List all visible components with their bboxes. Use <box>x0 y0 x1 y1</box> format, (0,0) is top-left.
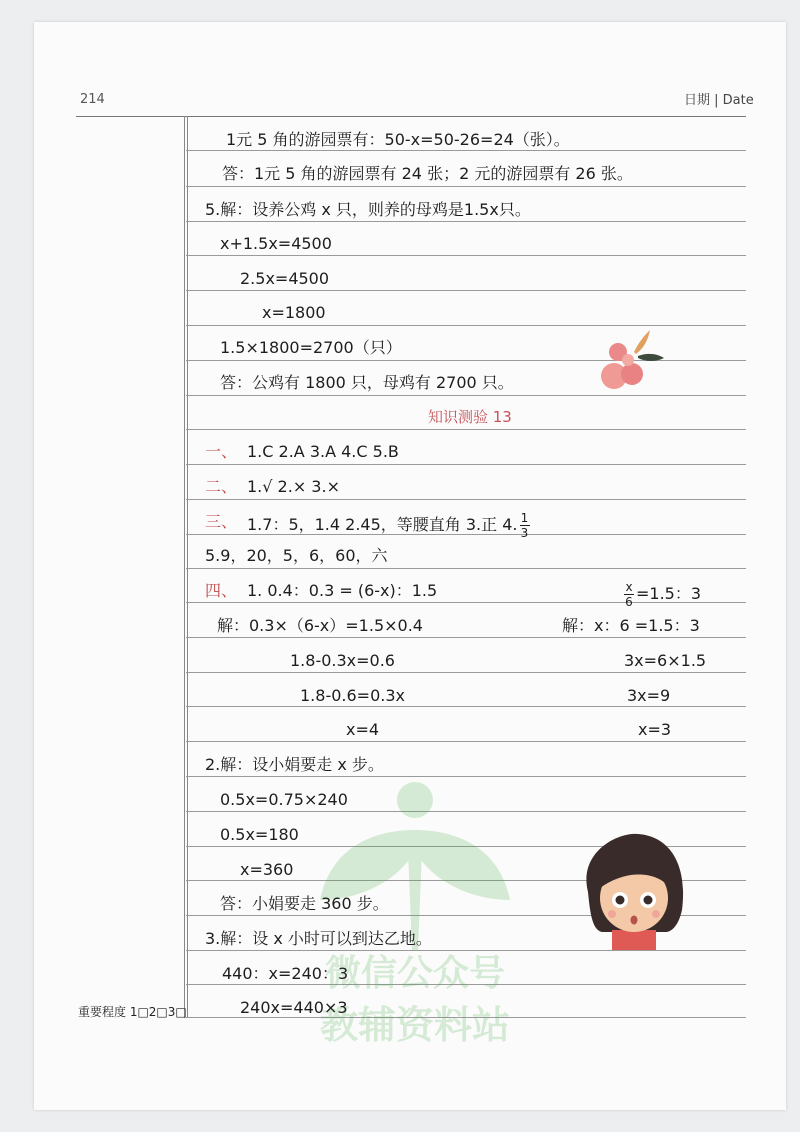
rule-line <box>186 706 746 707</box>
rule-line <box>186 672 746 673</box>
section-label-1: 一、 <box>205 442 238 461</box>
answer-line: 1.C 2.A 3.A 4.C 5.B <box>247 442 399 461</box>
page-number: 214 <box>80 92 105 107</box>
margin-line-2 <box>187 116 188 1018</box>
equation-line: 440：x=240：3 <box>222 964 349 983</box>
equation-line: $\frac{x}{6}$ =1.5：3 <box>625 580 702 609</box>
equation-line: 0.5x=0.75×240 <box>220 790 348 809</box>
importance-label: 重要程度 1□2□3□ <box>78 1005 187 1019</box>
equation-line: 解：x：6 =1.5：3 <box>562 616 700 635</box>
equation-line: 2.5x=4500 <box>240 269 330 288</box>
equation-line: 1.8-0.3x=0.6 <box>290 651 395 670</box>
equation-line: x=1800 <box>262 303 326 322</box>
question-5-line: 5.解：设养公鸡 x 只，则养的母鸡是1.5x只。 <box>205 200 531 219</box>
rule-line <box>186 429 746 430</box>
rule-line <box>186 464 746 465</box>
fruit-illustration <box>600 330 666 390</box>
answer-line: 答：小娟要走 360 步。 <box>220 894 389 913</box>
equation-line: 解：0.3×（6-x）=1.5×0.4 <box>217 616 423 635</box>
rule-line <box>186 637 746 638</box>
answer-line: 1元 5 角的游园票有：50-x=50-26=24（张）。 <box>226 130 570 149</box>
answer-line: 答：公鸡有 1800 只，母鸡有 2700 只。 <box>220 373 514 392</box>
answer-line: 1.√ 2.× 3.× <box>247 477 340 496</box>
section-label-2: 二、 <box>205 477 238 496</box>
rule-line <box>186 255 746 256</box>
rule-line <box>186 325 746 326</box>
answer-line: 答：1元 5 角的游园票有 24 张；2 元的游园票有 26 张。 <box>222 164 633 183</box>
equation-line: 240x=440×3 <box>240 998 348 1017</box>
rule-line <box>186 186 746 187</box>
equation-line: 1. 0.4：0.3 = (6-x)：1.5 <box>247 581 438 600</box>
girl-illustration <box>578 832 690 950</box>
watermark-line2: 教辅资料站 <box>319 1003 511 1047</box>
equation-line: x+1.5x=4500 <box>220 234 332 253</box>
margin-line-1 <box>184 116 185 1018</box>
answer-line: 5.9，20，5，6，60，六 <box>205 546 388 565</box>
answer-text: 1.7：5，1.4 2.45，等腰直角 3.正 4. <box>247 515 518 534</box>
rule-line <box>186 568 746 569</box>
rule-line <box>186 741 746 742</box>
equation-line: x=4 <box>346 720 380 739</box>
equation-line: 3x=9 <box>627 686 671 705</box>
equation-line: 0.5x=180 <box>220 825 299 844</box>
header-rule <box>76 116 746 117</box>
rule-line <box>186 221 746 222</box>
equation-line: 1.8-0.6=0.3x <box>300 686 405 705</box>
section-label-4: 四、 <box>205 581 238 600</box>
date-label: 日期 | Date <box>684 93 754 108</box>
rule-line <box>186 499 746 500</box>
fraction-x-over-6: $\frac{x}{6}$ <box>625 580 633 609</box>
question-2-line: 2.解：设小娟要走 x 步。 <box>205 755 384 774</box>
fraction-one-third: $\frac{1}{3}$ <box>520 511 529 540</box>
section-title: 知识测验 13 <box>428 408 512 426</box>
watermark-line1: 微信公众号 <box>324 953 506 994</box>
rule-line <box>186 290 746 291</box>
equation-line: 1.5×1800=2700（只） <box>220 338 402 357</box>
section-label-3: 三、 <box>205 512 238 531</box>
equation-line: x=3 <box>638 720 672 739</box>
equation-line: x=360 <box>240 860 294 879</box>
rule-line <box>186 395 746 396</box>
rule-line <box>186 150 746 151</box>
equation-line: 3x=6×1.5 <box>624 651 707 670</box>
watermark-logo <box>300 770 530 1070</box>
answer-line <box>247 512 532 539</box>
question-3-line: 3.解：设 x 小时可以到达乙地。 <box>205 929 432 948</box>
